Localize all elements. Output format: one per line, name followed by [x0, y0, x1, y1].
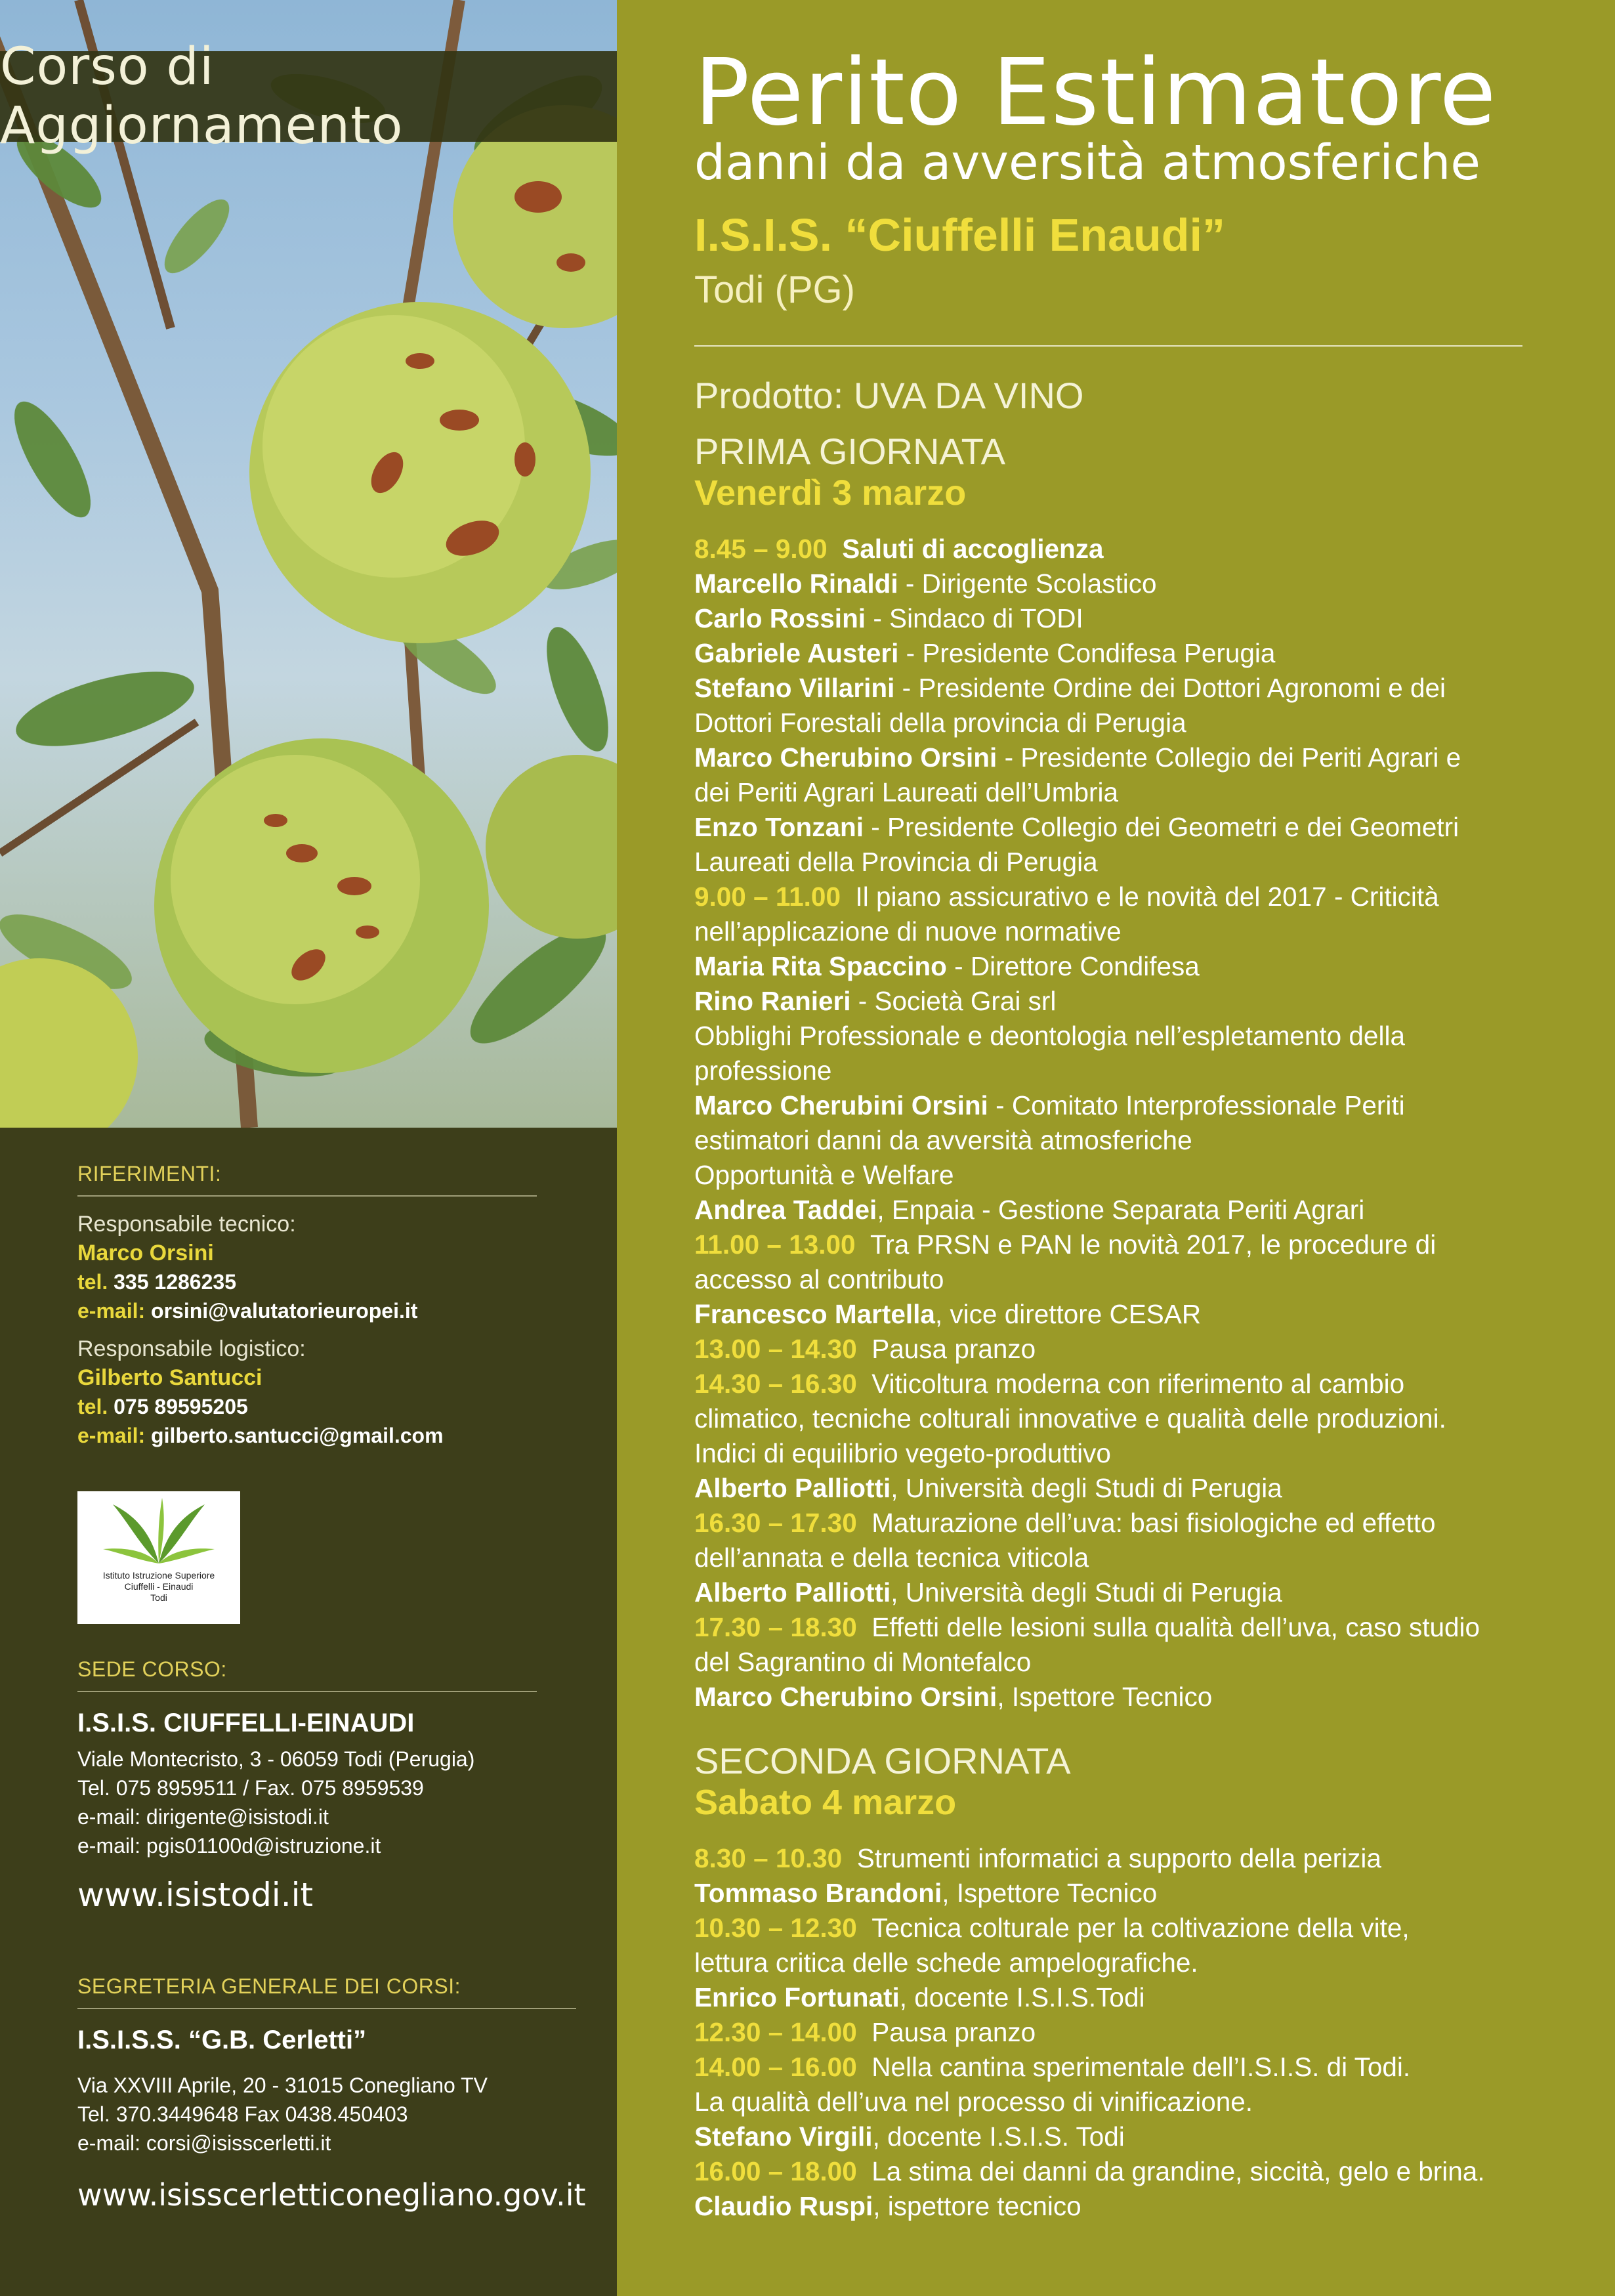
logistico-email[interactable]: e-mail: gilberto.santucci@gmail.com [77, 1424, 444, 1447]
speaker-name: Enzo Tonzani [694, 812, 864, 842]
program-line [694, 2085, 1485, 2119]
program-line [694, 601, 1480, 636]
speaker-name: Marcello Rinaldi [694, 568, 898, 599]
program-line [694, 1876, 1485, 1911]
program-line [694, 566, 1480, 601]
sede-email-2[interactable]: e-mail: pgis01100d@istruzione.it [77, 1834, 381, 1858]
program-text: - Dirigente Scolastico [898, 568, 1157, 599]
segreteria-email[interactable]: e-mail: corsi@isisscerletti.it [77, 2131, 331, 2155]
school-name: I.S.I.S. “Ciuffelli Enaudi” [694, 209, 1225, 261]
program-text: estimatori danni da avversità atmosferiche [694, 1125, 1192, 1155]
speaker-name: Francesco Martella [694, 1299, 935, 1329]
program-line [694, 1945, 1485, 1980]
speaker-name: Marco Cherubino Orsini [694, 742, 997, 773]
speaker-name: Stefano Virgili [694, 2121, 873, 2152]
time-slot: 14.00 – 16.00 [694, 2052, 857, 2082]
program-line [694, 949, 1480, 984]
program-text: dell’annata e della tecnica viticola [694, 1542, 1089, 1573]
time-slot: 12.30 – 14.00 [694, 2017, 857, 2047]
program-line [694, 1262, 1480, 1297]
program-line [694, 914, 1480, 949]
program-line [694, 1841, 1485, 1876]
program-text: , ispettore tecnico [873, 2191, 1081, 2221]
program-text: , docente I.S.I.S. Todi [872, 2121, 1125, 2152]
speaker-name: Claudio Ruspi [694, 2191, 873, 2221]
program-line [694, 2189, 1485, 2224]
program-text: , vice direttore CESAR [934, 1299, 1202, 1329]
leaf-logo-icon [100, 1498, 218, 1570]
time-slot: 13.00 – 14.30 [694, 1334, 857, 1364]
program-line [694, 1506, 1480, 1541]
program-line [694, 1227, 1480, 1262]
left-column [0, 0, 617, 2296]
riferimenti-heading: RIFERIMENTI: [77, 1162, 537, 1197]
program-line [694, 2154, 1485, 2189]
program-text: , Ispettore Tecnico [997, 1682, 1213, 1712]
day-1-date: Venerdì 3 marzo [694, 473, 967, 513]
segreteria-address: Via XXVIII Aprile, 20 - 31015 Conegliano TV [77, 2073, 488, 2097]
program-line [694, 2119, 1485, 2154]
speaker-name: Saluti di accoglienza [842, 534, 1104, 564]
program-text: Viticoltura moderna con riferimento al cambio [871, 1369, 1405, 1399]
segreteria-name: I.S.I.S.S. “G.B. Cerletti” [77, 2026, 367, 2054]
program-text: dei Periti Agrari Laureati dell’Umbria [694, 777, 1119, 807]
tecnico-email[interactable]: e-mail: orsini@valutatorieuropei.it [77, 1299, 418, 1323]
speaker-name: Rino Ranieri [694, 986, 851, 1016]
logistico-name: Gilberto Santucci [77, 1365, 262, 1390]
sede-tel: Tel. 075 8959511 / Fax. 075 8959539 [77, 1776, 424, 1800]
program-line [694, 532, 1480, 566]
program-line [694, 1193, 1480, 1227]
segreteria-heading: SEGRETERIA GENERALE DEI CORSI: [77, 1974, 576, 2009]
sede-address: Viale Montecristo, 3 - 06059 Todi (Perugia) [77, 1747, 475, 1771]
speaker-name: Gabriele Austeri [694, 638, 899, 668]
program-line [694, 1610, 1480, 1645]
program-text: Obblighi Professionale e deontologia nell’espletamento della [694, 1021, 1405, 1051]
time-slot: 11.00 – 13.00 [694, 1229, 856, 1260]
day-2-date: Sabato 4 marzo [694, 1783, 957, 1822]
program-line [694, 1088, 1480, 1123]
program-text: Maturazione dell’uva: basi fisiologiche ed effetto [871, 1508, 1436, 1538]
day-2-section [694, 1739, 1485, 2224]
program-text: La qualità dell’uva nel processo di vinificazione. [694, 2087, 1253, 2117]
program-text: Tra PRSN e PAN le novità 2017, le procedure di [870, 1229, 1437, 1260]
speaker-name: Stefano Villarini [694, 673, 895, 703]
program-text: Opportunità e Welfare [694, 1160, 954, 1190]
tecnico-name: Marco Orsini [77, 1241, 214, 1265]
program-text: - Società Grai srl [850, 986, 1057, 1016]
program-line [694, 1053, 1480, 1088]
program-line [694, 1980, 1485, 2015]
program-line [694, 1158, 1480, 1193]
program-text: , Enpaia - Gestione Separata Periti Agrari [877, 1195, 1365, 1225]
day-2-program [694, 1841, 1485, 2224]
program-text: del Sagrantino di Montefalco [694, 1647, 1032, 1677]
program-text: - Presidente Ordine dei Dottori Agronomi e dei [894, 673, 1446, 703]
sede-website-link[interactable]: www.isistodi.it [77, 1876, 314, 1914]
program-text: , docente I.S.I.S.Todi [899, 1982, 1145, 2012]
sede-name: I.S.I.S. CIUFFELLI-EINAUDI [77, 1709, 415, 1737]
time-slot: 14.30 – 16.30 [694, 1369, 857, 1399]
speaker-name: Alberto Palliotti [694, 1473, 891, 1503]
course-label: Corso di Aggiornamento [0, 37, 404, 156]
program-text: - Direttore Condifesa [946, 951, 1200, 981]
time-slot: 16.30 – 17.30 [694, 1508, 857, 1538]
program-text: , Università degli Studi di Perugia [891, 1473, 1282, 1503]
logo-line-1: Istituto Istruzione Superiore [102, 1570, 215, 1581]
program-text: - Presidente Collegio dei Geometri e dei Geometri [863, 812, 1459, 842]
day-1-section [694, 430, 1480, 1714]
logo-line-2: Ciuffelli - Einaudi [124, 1581, 194, 1592]
program-text: - Sindaco di TODI [866, 603, 1083, 633]
program-text: lettura critica delle schede ampelografiche. [694, 1947, 1198, 1978]
apple-tree-illustration [0, 0, 617, 1128]
school-logo [77, 1491, 240, 1624]
speaker-name: Marco Cherubini Orsini [694, 1090, 988, 1120]
program-text: climatico, tecniche colturali innovative e qualità delle produzioni. [694, 1403, 1446, 1434]
day-2-label: SECONDA GIORNATA [694, 1740, 1071, 1781]
program-line [694, 1019, 1480, 1053]
program-line [694, 1436, 1480, 1471]
day-1-program [694, 532, 1480, 1714]
program-text: , Ispettore Tecnico [942, 1878, 1158, 1908]
segreteria-website-link[interactable]: www.isisscerletticonegliano.gov.it [77, 2177, 586, 2213]
day-1-label: PRIMA GIORNATA [694, 431, 1005, 472]
sede-heading: SEDE CORSO: [77, 1657, 537, 1692]
program-line [694, 1911, 1485, 1945]
time-slot: 16.00 – 18.00 [694, 2156, 857, 2186]
time-slot: 9.00 – 11.00 [694, 882, 841, 912]
program-text: - Comitato Interprofessionale Periti [988, 1090, 1405, 1120]
program-line [694, 706, 1480, 740]
page-title: Perito Estimatore [694, 39, 1497, 146]
program-text: Nella cantina sperimentale dell’I.S.I.S. di Todi. [871, 2052, 1411, 2082]
program-text: Indici di equilibrio vegeto-produttivo [694, 1438, 1111, 1468]
program-line [694, 1332, 1480, 1367]
program-line [694, 1471, 1480, 1506]
program-text: Pausa pranzo [871, 1334, 1036, 1364]
program-line [694, 740, 1480, 775]
tecnico-tel: tel. 335 1286235 [77, 1270, 236, 1294]
program-text: professione [694, 1055, 832, 1086]
program-line [694, 845, 1480, 880]
sede-section [77, 1657, 537, 1914]
program-line [694, 880, 1480, 914]
program-line [694, 1297, 1480, 1332]
speaker-name: Enrico Fortunati [694, 1982, 900, 2012]
program-line [694, 2015, 1485, 2050]
speaker-name: Maria Rita Spaccino [694, 951, 947, 981]
program-line [694, 1367, 1480, 1401]
program-text: Pausa pranzo [871, 2017, 1036, 2047]
program-line [694, 1401, 1480, 1436]
program-line [694, 1575, 1480, 1610]
program-text: Il piano assicurativo e le novità del 2017 - Criticità [855, 882, 1439, 912]
program-text: Laureati della Provincia di Perugia [694, 847, 1098, 877]
speaker-name: Andrea Taddei [694, 1195, 877, 1225]
time-slot: 8.45 – 9.00 [694, 534, 828, 564]
product-label: Prodotto: UVA DA VINO [694, 375, 1084, 416]
program-line [694, 1645, 1480, 1680]
speaker-name: Carlo Rossini [694, 603, 866, 633]
header-divider [694, 345, 1522, 347]
program-line [694, 1680, 1480, 1714]
speaker-name: Alberto Palliotti [694, 1577, 891, 1607]
program-line [694, 1541, 1480, 1575]
program-text: Dottori Forestali della provincia di Perugia [694, 708, 1186, 738]
program-line [694, 636, 1480, 671]
speaker-name: Marco Cherubino Orsini [694, 1682, 997, 1712]
program-text: , Università degli Studi di Perugia [891, 1577, 1282, 1607]
program-text: nell’applicazione di nuove normative [694, 916, 1122, 946]
program-line [694, 2050, 1485, 2085]
riferimenti-section [77, 1162, 537, 1450]
segreteria-tel: Tel. 370.3449648 Fax 0438.450403 [77, 2102, 408, 2126]
time-slot: 8.30 – 10.30 [694, 1843, 843, 1873]
segreteria-section [77, 1974, 586, 2213]
school-city: Todi (PG) [694, 268, 855, 311]
program-line [694, 810, 1480, 845]
program-line [694, 1123, 1480, 1158]
program-line [694, 671, 1480, 706]
program-text: La stima dei danni da grandine, siccità, gelo e brina. [871, 2156, 1485, 2186]
program-line [694, 775, 1480, 810]
program-line [694, 984, 1480, 1019]
logo-line-3: Todi [150, 1592, 167, 1603]
program-text: - Presidente Collegio dei Periti Agrari e [997, 742, 1461, 773]
time-slot: 10.30 – 12.30 [694, 1913, 857, 1943]
program-text: Tecnica colturale per la coltivazione della vite, [871, 1913, 1410, 1943]
program-text: accesso al contributo [694, 1264, 944, 1294]
sede-email-1[interactable]: e-mail: dirigente@isistodi.it [77, 1805, 329, 1829]
time-slot: 17.30 – 18.30 [694, 1612, 857, 1642]
program-text: Strumenti informatici a supporto della perizia [856, 1843, 1381, 1873]
apple-photo [0, 0, 617, 1128]
program-text: - Presidente Condifesa Perugia [898, 638, 1276, 668]
logistico-role: Responsabile logistico: [77, 1336, 306, 1361]
page-subtitle: danni da avversità atmosferiche [694, 135, 1480, 191]
speaker-name: Tommaso Brandoni [694, 1878, 942, 1908]
tecnico-role: Responsabile tecnico: [77, 1212, 296, 1237]
course-banner [0, 37, 617, 156]
logistico-tel: tel. 075 89595205 [77, 1395, 248, 1418]
program-text: Effetti delle lesioni sulla qualità dell’uva, caso studio [871, 1612, 1480, 1642]
